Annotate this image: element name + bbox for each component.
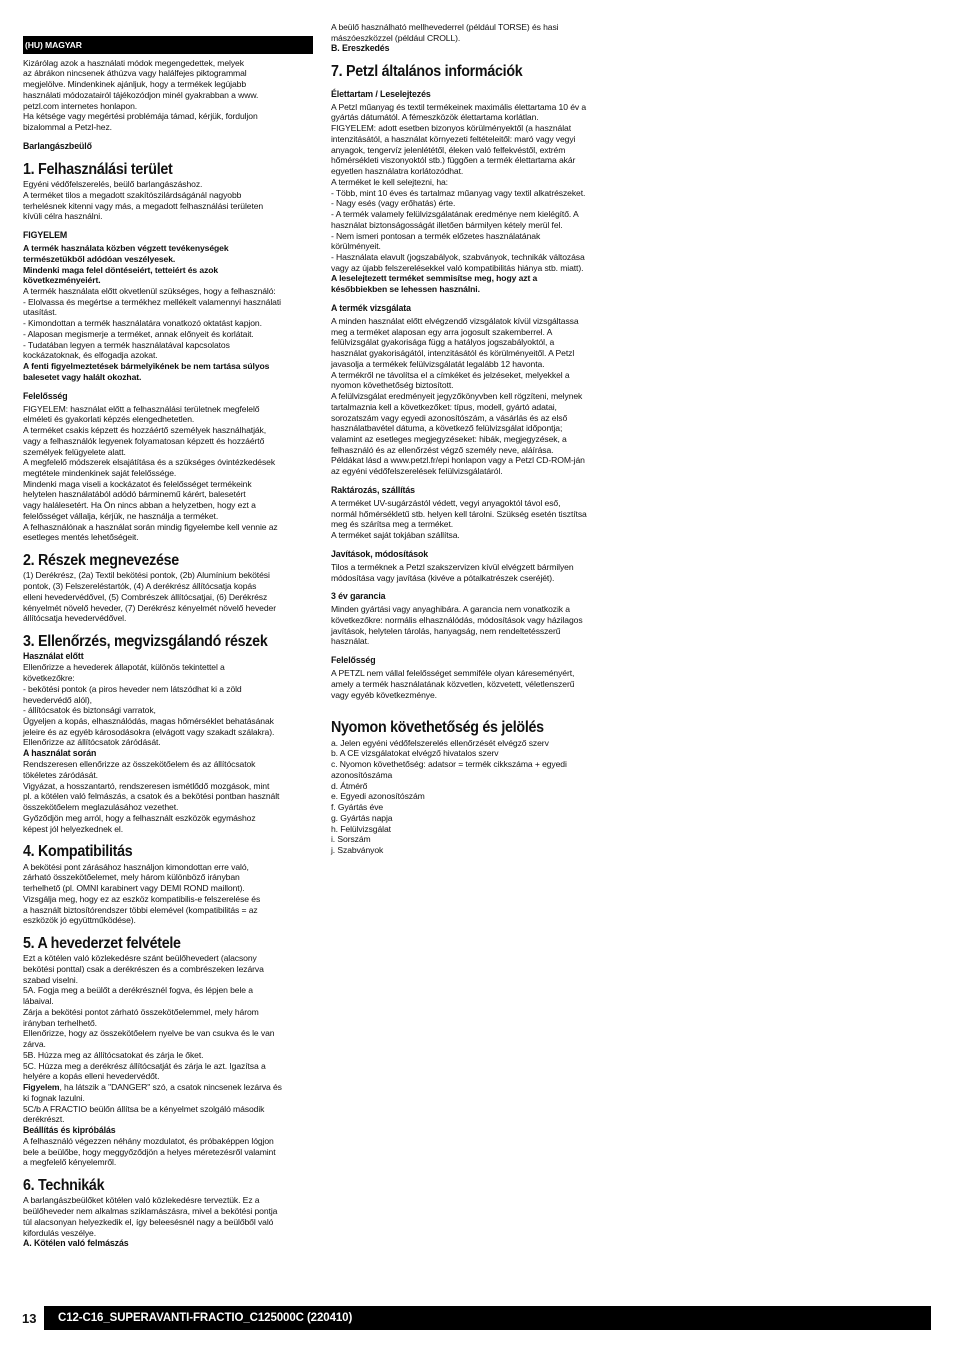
inspection-text: A minden használat előtt elvégzendő vizsgálatok kívül vizsgáltassa meg a terméket alaposan egy arra jogosult szakemberrel. A felülvizsgálat gyakorisága függ a hatályos jogszabályoktól, a használat gyakoriságától, intenzitásától és körülményeitől. A Petzl javasolja a termékek felülvizsgálatát legalább 12 havonta. A termékről ne távolítsa el a címkéket és jelzéseket, melyekkel a nyomon követhetőség biztosított. A felülvizsgálat eredményeit jegyzőkönyvben kell rögzíteni, melynek tartalmaznia kell a következőket: típus, modell, gyártó adatai, sorozatszám vagy egyedi azonosítószám, a vásárlás és az első használatbavétel dátuma, a következő felülvizsgálat időpontja; valamint az esetleges megjegyzéseket: hibák, megjegyzések, a felhasználó és az ellenőrzést végző személy neve, aláírása. Példákat lásd a www.petzl.fr/epi honlapon vagy a Petzl CD-ROM-ján az egyéni védőfelszerelések felülvizsgálatáról. xyxy=(331,315,585,477)
section-6-sub-climb: A. Kötélen való felmászás xyxy=(23,1238,129,1249)
page-number: 13 xyxy=(22,1311,37,1326)
warranty-title: 3 év garancia xyxy=(331,591,386,602)
traceability-title: Nyomon követhetőség és jelölés xyxy=(331,719,544,737)
section-5-note-text: , ha látszik a "DANGER" szó, a csatok nincsenek lezárva és ki fognak lazulni. xyxy=(23,1082,282,1103)
section-5-sub: Beállítás és kipróbálás xyxy=(23,1125,116,1135)
responsibility-text: FIGYELEM: használat előtt a felhasználási területnek megfelelő elméleti és gyakorlati képzés elengedhetetlen. A terméket csakis képzett és hozzáértő személyek használhatják, vagy a felhasználók legyenek folyamatosan képzett és hozzáértő személyek felügyelete alatt. A megfelelő módszerek elsajátítása és a szükséges óvintézkedések megtétele mindenkinek saját felelőssége. Mindenki maga viseli a kockázatot és felelősséget termékeink helytelen használatából adódó bárminemű kárért, balesetért vagy halálesetért. Ha Ön nincs abban a helyzetben, hogy ezt a felelősséget vállalja, kérjük, ne használja a terméket. A felhasználónak a használat során mindig figyelembe kell vennie az esetleges mentés lehetőségeit. xyxy=(23,403,278,543)
lifetime-bold: A leselejtezett terméket semmisítse meg, hogy azt a későbbiekben se lehessen használni. xyxy=(331,273,538,295)
section-6-text-2: A beülő használható mellhevederrel (például TORSE) és hasi mászóeszközzel (például CROLL). xyxy=(331,22,559,43)
section-5-text-2: 5C/b A FRACTIO beülőn állítsa be a kényelmet szolgáló második derékrészt. xyxy=(23,1103,265,1125)
liability-title: Felelősség xyxy=(331,655,376,666)
warning-title: FIGYELEM xyxy=(23,230,68,241)
repair-title: Javítások, módosítások xyxy=(331,548,429,559)
warranty-text: Minden gyártási vagy anyaghibára. A garancia nem vonatkozik a következőkre: normális elhasználódás, módosítások vagy házilagos javítások, helytelen tárolás, hanyagság, nem rendeltetésszerű használat. xyxy=(331,604,583,647)
right-column xyxy=(331,22,627,856)
section-2-text: (1) Derékrész, (2a) Textil bekötési pontok, (2b) Alumínium bekötési pontok, (3) Felszereléstartók, (4) A derékrész állítócsatja kopás elleni hevedervédővel, (5) Combrészek állítócsatjai, (6) Derékrész kényelmét növelő heveder, (7) Derékrész kényelmét növelő heveder állítócsatja hevedervédővel. xyxy=(23,570,276,624)
section-1-text: Egyéni védőfelszerelés, beülő barlangászáshoz. A terméket tilos a megadott szakítószilárdságánál nagyobb terhelésnek kitenni vagy más, a megadott felhasználási területen kívüli célra használni. xyxy=(23,179,264,222)
liability-text: A PETZL nem vállal felelősséget semmiféle olyan káreseményért, amely a termék használatának közvetlen, közvetett, véletlenszerű vagy egyéb következménye. xyxy=(331,668,575,700)
section-5-text: Ezt a kötélen való közlekedésre szánt beülőhevedert (alacsony bekötési ponttal) csak a derékrészen és a combrészeken lezárva szabad viselni. 5A. Fogja meg a beülőt a derékrésznél fogva, és lépjen bele a lábaival. Zárja a bekötési pontot zárható összekötőelemmel, mely három irányban terhelhető. Ellenőrizze, hogy az összekötőelem nyelve be van csukva és le van zárva. 5B. Húzza meg az állítócsatokat és zárja le őket. 5C. Húzza meg a derékrész állítócsatját és zárja le azt. Igazítsa a helyére a kopás elleni hevedervédőt. xyxy=(23,953,275,1082)
repair-text: Tilos a terméknek a Petzl szakszervizen kívül elvégzett bármilyen módosítása vagy javítása (kivéve a pótalkatrészek cseréjét). xyxy=(331,561,574,583)
section-5-text-3: A felhasználó végezzen néhány mozdulatot, és próbaképpen lógjon bele a beülőbe, hogy meggyőződjön a helyes méretezésről valamint a megfelelő kényelemről. xyxy=(23,1135,276,1168)
responsibility-title: Felelősség xyxy=(23,390,68,401)
section-6-text: A barlangászbeülőket kötélen való közlekedésre terveztük. Ez a beülőheveder nem alkalmas sziklamászásra, mivel a bekötési pontja túl alacsonyan helyezkedik el, így beleesésnél nagy a beülőből való kifordulás veszélye. xyxy=(23,1195,278,1238)
section-3-sub-before: Használat előtt xyxy=(23,651,84,662)
product-name: Barlangászbeülő xyxy=(23,140,92,151)
section-3-sub-during: A használat során xyxy=(23,748,97,759)
language-header: (HU) MAGYAR xyxy=(23,36,313,54)
section-5-title: 5. A hevederzet felvétele xyxy=(23,934,181,952)
warning-bold-2: A fenti figyelmeztetések bármelyikének be nem tartása súlyos balesetet vagy halált okozhat. xyxy=(23,361,270,382)
lifetime-text: A Petzl műanyag és textil termékeinek maximális élettartama 10 év a gyártás dátumától. A fémeszközök élettartama korlátlan. FIGYELEM: adott esetben bizonyos körülményektől (a használat intenzitásától, a használat környezeti feltételeitől: maró vagy vegyi anyagok, tengervíz jelenlététől, éleken való felfekvéstől, extrém hőmérsékleti viszonyoktól stb.) függően a termék élettartama akár egyetlen használatra korlátozódhat. A terméket le kell selejtezni, ha: - Több, mint 10 éves és tartalmaz műanyag vagy textil alkatrészeket. - Nagy esés (vagy erőhatás) érte. - A termék valamely felülvizsgálatának eredménye nem kielégítő. A használat biztonságosságát illetően bármilyen kétely merül fel. - Nem ismeri pontosan a termék előzetes használatának körülményeit. - Használata elavult (jogszabályok, szabványok, technikák változása vagy az újabb felszerelésekkel való kompatibilitás hiánya stb. miatt). xyxy=(331,101,587,273)
warning-bold: A termék használata közben végzett tevékenységek természetükből adódóan veszélyesek. Mindenki maga felel döntéseiért, tetteiért és azok következményeiért. xyxy=(23,243,229,286)
section-5-note-bold: Figyelem xyxy=(23,1082,60,1093)
intro-text: Kizárólag azok a használati módok megengedettek, melyek az ábrákon nincsenek áthúzva vagy halálfejes piktogrammal megjelölve. Mindenkinek ajánljuk, hogy a termékek legújabb használati módozatairól tájékozódjon minél gyakrabban a www. petzl.com internetes honlapon. Ha kétsége vagy megértési problémája támad, kérjük, forduljon bizalommal a Petzl-hez. xyxy=(23,57,259,133)
section-7-title: 7. Petzl általános információk xyxy=(331,63,523,81)
section-5-note xyxy=(23,1082,313,1103)
section-6-title: 6. Technikák xyxy=(23,1177,105,1195)
section-1-title: 1. Felhasználási terület xyxy=(23,160,173,178)
section-3-text-1: Ellenőrizze a hevederek állapotát, különös tekintettel a következőkre: - bekötési pontok (a piros heveder nem látszódhat ki a zöld hevedervédő alól), - állítócsatok és biztonsági varratok, Ügyeljen a kopás, elhasználódás, magas hőmérséklet behatásának jeleire és az egyéb károsodásokra (elvágott vagy szakadt szálakra). Ellenőrizze az állítócsatok záródását. xyxy=(23,662,275,748)
section-4-text: A bekötési pont zárásához használjon kimondottan erre való, zárható összekötőelemet, mely három különböző irányban terhelhető (pl. OMNI karabinert vagy DEMI ROND maillont). Vizsgálja meg, hogy ez az eszköz kompatibilis-e felszerelése és a használt biztosítórendszer többi elemével (kompatibilitás = az eszközök jó együttműködése). xyxy=(23,861,261,926)
section-6-sub-descent: B. Ereszkedés xyxy=(331,43,390,54)
section-3-text-2: Rendszeresen ellenőrizze az összekötőelem és az állítócsatok tökéletes záródását. Vigyázat, a hosszantartó, rendszeresen ismétlődő mozgások, mint pl. a kötélen való felmászás, a csatok és a bekötési pontban használt összekötőelem meglazulásához vezethet. Győződjön meg arról, hogy a felhasznált eszközök egymáshoz képest jól helyezkednek el. xyxy=(23,759,280,834)
storage-text: A terméket UV-sugárzástól védett, vegyi anyagoktól távol eső, normál hőmérsékletű stb. helyen kell tárolni. Szükség esetén tisztítsa meg és szárítsa meg a terméket. A terméket saját tokjában szállítsa. xyxy=(331,497,587,541)
section-2-title: 2. Részek megnevezése xyxy=(23,552,179,570)
left-column xyxy=(23,22,313,1249)
inspection-title: A termék vizsgálata xyxy=(331,302,411,313)
document-reference: C12-C16_SUPERAVANTI-FRACTIO_C125000C (220410) xyxy=(44,1306,931,1330)
traceability-text: a. Jelen egyéni védőfelszerelés ellenőrzését elvégző szerv b. A CE vizsgálatokat elvégző hivatalos szerv c. Nyomon követhetőség: adatsor = termék cikkszáma + egyedi azonosítószáma d. Átmérő e. Egyedi azonosítószám f. Gyártás éve g. Gyártás napja h. Felülvizsgálat i. Sorszám j. Szabványok xyxy=(331,737,567,856)
lifetime-title: Élettartam / Leselejtezés xyxy=(331,88,431,99)
section-4-title: 4. Kompatibilitás xyxy=(23,843,133,861)
storage-title: Raktározás, szállítás xyxy=(331,484,415,495)
warning-text: A termék használata előtt okvetlenül szükséges, hogy a felhasználó: - Elolvassa és megértse a termékhez mellékelt valamennyi használati utasítást. - Kimondottan a termék használatára vonatkozó oktatást kapjon. - Alaposan megismerje a terméket, annak előnyeit és korlátait. - Tudatában legyen a termék használatával kapcsolatos kockázatoknak, és elfogadja azokat. xyxy=(23,285,281,361)
section-3-title: 3. Ellenőrzés, megvizsgálandó részek xyxy=(23,633,268,651)
